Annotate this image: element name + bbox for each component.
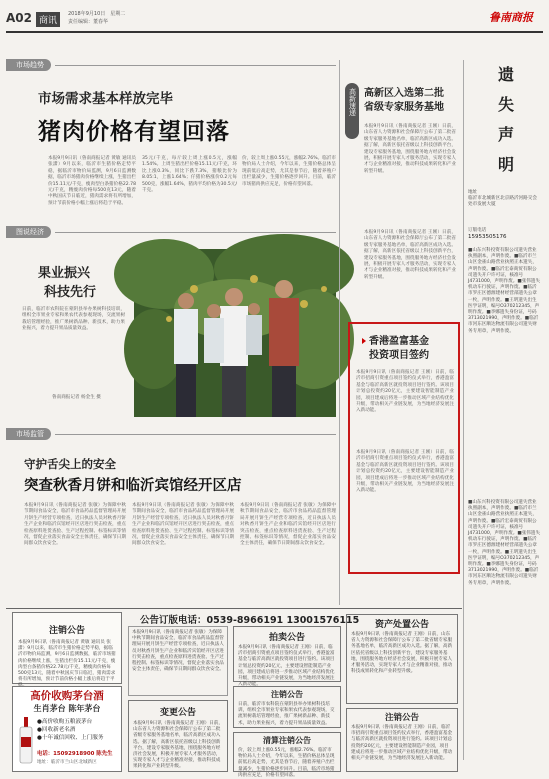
notice-box-d-body: 日前，临沂市农科院在蒙阴县举办果树科技培训，组织全市果业专家和果农代表参观现场，交流果树栽培管理经验，推广果树新品种、新技术，助力果业振兴，着力提升果品质量效益。 (238, 702, 335, 726)
column-divider-2 (463, 60, 464, 760)
gift-headline-1: 香港盈富基金 (362, 332, 429, 347)
notice-box-e-body: 价，较上周上涨0.55元，涨幅2.76%。临沂市物价局人士介绍，今年以来，生猪价格总体呈现前低后高走势，尤其是春节后，随着养殖户出栏量减少，生猪价格逐步回升。目前，临沂市场猪肉供应充足，价格有望回落。 (238, 748, 335, 778)
notice-box-c-body: 本报9月9日讯（鲁南商报记者 王刚）日前，山东省人力资源和社会保障厅公布了第二批省级专家服务基地名单，临沂高新区成功入选。据了解，高新区依托省级以上科技创新平台，建设专家服务基地，围绕服务地方经济社会发展，积极开展专家人才服务活动，实现专家人才与企业精准对接，推动科技成果转化和产业转型升级。 (133, 721, 223, 770)
notice-box-a-body: 本报9月9日讯（鲁南商报记者 黄敏 通讯员 张潇）9月以来，临沂市生猪价格走势平稳，据临沂市物价局监测，9月6日监测数据，临沂市场猪肉价格继续上涨，生猪出栏价15.11元/千克，瘦肉型白条猪价格22.78元/千克，精瘦肉价格每500克13元，随着中秋国庆节日临近，猪肉需求将有所增加，预计节前价格小幅上涨后将趋于平 (18, 640, 116, 683)
notice-box-e (233, 732, 341, 778)
pork-headline-2: 猪肉价格有望回落 (38, 118, 230, 145)
pork-body-col1: 本报9月9日讯（鲁南商报记者 黄敏 通讯员 张潇）9月以来，临沂市生猪价格走势平稳，据临沂市物价局监测，9月6日监测数据，临沂市场猪肉价格继续上涨，生猪出栏价15.11元/千克，瘦肉型白条猪价格22.78元/千克，精瘦肉价格每500克13元，随着中秋国庆节日临近，猪肉需求将有所增加，预计节前价格小幅上涨后将趋于平稳。 (48, 156, 136, 206)
festival-body-col3: 本报9月9日讯（鲁南商报记者 张敏）为保障中秋节期间食品安全，临沂市食品药品监督管理局开展月饼生产经营专项检查，近日执法人员对秋香月饼生产企业和临沂宾馆经开区店进行突击检查，重点检查原料进货查验、生产过程控制、标签标识等情况，督促企业落实食品安全主体责任，确保节日期间群众饮食安全。 (240, 503, 336, 547)
notice-box-b-body: 本报9月9日讯（鲁南商报记者 王刚）日前，临沂市招商引资重点项目签约仪式举行，香港盈富基金与临沂高新区就投资项目进行签约。该项目计划总投资约20亿元，主要建设智能制造产业园，项目建成后将进一步推动区域产业结构优化升级，带动相关产业链发展，为当地经济发展注入新动能。 (238, 645, 335, 688)
expert-headline-1: 高新区入选第二批 (364, 88, 444, 99)
asset-disposal-box (346, 614, 458, 704)
notice-box-e-title: 清算注销公告 (263, 735, 311, 745)
fruit-body: 日前，临沂市农科院在蒙阴县举办果树科技培训，组织全市果业专家和果农代表参观现场，交流果树栽培管理经验，推广果树新品种、新技术，助力果业振兴，着力提升果品质量效益。 (22, 307, 125, 332)
pork-body-col2: 35元/千克，每斤较上周上涨0.5元，涨幅1.54%。上周生猪出栏价格15.11元/千克，环比上涨0.3%，同比下跌7.3%，猪粮比价为8.05:1，上涨1.64%；仔猪价格涨价0.2元每500克，涨幅1.64%，猪肉平均价格为30.5元/千克。 (142, 156, 237, 194)
ad-strip-rule (6, 608, 462, 609)
festival-headline-2: 突查秋香月饼和临沂宾馆经开区店 (24, 477, 242, 494)
header-rule (6, 31, 543, 33)
expert-body: 本报9月9日讯（鲁南商报记者 王刚）日前，山东省人力资源和社会保障厅公布了第二批省级专家服务基地名单，临沂高新区成功入选。据了解，高新区依托省级以上科技创新平台，建设专家服务基地，围绕服务地方经济社会发展，积极开展专家人才服务活动，实现专家人才与企业精准对接，推动科技成果转化和产业转型升级。 (364, 124, 456, 174)
notice-box-f (346, 708, 458, 772)
ad-block-1: 本报9月9日讯（鲁南商报记者 张敏）为保障中秋节期间食品安全，临沂市食品药品监督管理局开展月饼生产经营专项检查，近日执法人员对秋香月饼生产企业和临沂宾馆经开区店进行突击检查，重点检查原料进货查验、生产过程控制、标签标识等情况，督促企业落实食品安全主体责任，确保节日期间群众饮食安全。 (128, 626, 228, 696)
maotai-ad (12, 686, 122, 772)
pork-headline-1: 市场需求基本样放完毕 (38, 91, 173, 107)
notice-title: 遗 失 声 明 (497, 65, 514, 174)
page-number: A02 (6, 11, 32, 25)
maotai-ad-subtitle: 生肖茅台 陈年茅台 (33, 703, 101, 713)
notice-box-f-title: 注销公告 (384, 713, 419, 723)
section-badge: 商讯 (36, 12, 60, 27)
notice-box-b (233, 626, 341, 688)
maotai-ad-phone: 电话：15092918900 陈先生 (37, 751, 113, 757)
column-divider-1 (339, 60, 340, 605)
section-bar-graphic: 图说经济 (6, 226, 336, 238)
notice-box-a (12, 612, 122, 684)
editor-line: 责任编辑：董春华 (68, 19, 109, 25)
notice-items-2: ■山东兴科投资有限公司遗失营业执照副本，声明作废。■临沂市兰山区金雀山路营业执照正本遗失，声明作废。■临沂宏泰商贸有限公司遗失开户许可证，核准号J4731000，声明作废。■张伟遗失机动车行驶证，声明作废。■临沂市罗庄区德源建材经营部遗失公章一枚，声明作废。■王明遗失出生医学证明，编号O370212345，声明作废。■李娜遗失身份证，号码3713021990，声明作废。■临沂市河东区顺达物流有限公司遗失财务专用章，声明作废。 (468, 500, 541, 586)
maotai-ad-items: ●高价收购五粮液茅台 ●回收新老名酒 ●十年诚信回收、上门服务 (37, 719, 104, 741)
asset-disposal-title: 资产处置公告 (374, 620, 429, 630)
section-bar-market: 市场趋势 (6, 59, 336, 71)
masthead (6, 8, 543, 30)
notice-box-c-title: 变更公告 (159, 708, 196, 718)
fruit-headline-1: 果业振兴 (38, 266, 91, 281)
asset-disposal-body: 本报9月9日讯（鲁南商报记者 王刚）日前，山东省人力资源和社会保障厅公布了第二批省级专家服务基地名单，临沂高新区成功入选。据了解，高新区依托省级以上科技创新平台，建设专家服务基地，围绕服务地方经济社会发展，积极开展专家人才服务活动，实现专家人才与企业精准对接，推动科技成果转化和产业转型升级。 (351, 632, 453, 675)
fruit-headline-2: 科技先行 (44, 285, 97, 300)
notice-box-a-title: 注销公告 (48, 626, 85, 636)
bottle-icon (19, 717, 33, 763)
pork-body-col3: 价，较上周上涨0.55元，涨幅2.76%。临沂市物价局人士介绍，今年以来，生猪价格总体呈现前低后高走势，尤其是春节后，随着养殖户出栏量减少，生猪价格逐步回升。目前，临沂市场猪肉供应充足，价格有望回落。 (242, 156, 336, 187)
date-line: 2018年9月10日 星期二 (68, 11, 126, 17)
gift-headline-2: 投资项目签约 (369, 350, 429, 361)
notice-box-b-title: 拍卖公告 (268, 633, 305, 643)
maotai-ad-title: 高价收购茅台酒 (30, 690, 104, 702)
ad-hotline: 公告订版电话：0539-8966191 13001576115 (140, 615, 360, 626)
expert-headline-2: 省级专家服务基地 (364, 102, 444, 113)
notice-address: 地址 临沂市北城新区北京路沂河路交会处市发展大厦 (468, 190, 537, 208)
orchard-photo (134, 249, 336, 417)
notice-box-f-body: 本报9月9日讯（鲁南商报记者 王刚）日前，临沂市招商引资重点项目签约仪式举行，香港盈富基金与临沂高新区就投资项目进行签约。该项目计划总投资约20亿元，主要建设智能制造产业园，项目建成后将进一步推动区域产业结构优化升级，带动相关产业链发展，为当地经济发展注入新动能。 (351, 725, 453, 762)
festival-body-col1: 本报9月9日讯（鲁南商报记者 张敏）为保障中秋节期间食品安全，临沂市食品药品监督管理局开展月饼生产经营专项检查，近日执法人员对秋香月饼生产企业和临沂宾馆经开区店进行突击检查，重点检查原料进货查验、生产过程控制、标签标识等情况，督促企业落实食品安全主体责任，确保节日期间群众饮食安全。 (24, 503, 126, 547)
festival-headline-1: 守护舌尖上的安全 (24, 457, 116, 471)
brand-name: 鲁南商报 (489, 11, 533, 24)
expert-body-extra: 本报9月9日讯（鲁南商报记者 王刚）日前，山东省人力资源和社会保障厅公布了第二批省级专家服务基地名单，临沂高新区成功入选。据了解，高新区依托省级以上科技创新平台，建设专家服务基地，围绕服务地方经济社会发展，积极开展专家人才服务活动，实现专家人才与企业精准对接，推动科技成果转化和产业转型升级。 (364, 230, 456, 280)
notice-box-d (233, 686, 341, 728)
notice-box-c (128, 700, 228, 772)
express-tag: 高新速递 (345, 83, 359, 139)
notice-phone: 订版电话 15953505176 (468, 228, 507, 241)
gift-body: 本报9月9日讯（鲁南商报记者 王刚）日前，临沂市招商引资重点项目签约仪式举行，香港盈富基金与临沂高新区就投资项目进行签约。该项目计划总投资约20亿元，主要建设智能制造产业园，项目建成后将进一步推动区域产业结构优化升级，带动相关产业链发展，为当地经济发展注入新动能。 (356, 370, 454, 414)
fruit-photo-credit: 鲁南商报记者 杨金生 摄 (52, 395, 101, 400)
maotai-ad-address: 地址：临沂市兰山区北城新区 (37, 760, 97, 765)
section-bar-supervise: 市场监管 (6, 428, 336, 440)
notice-box-d-title: 注销公告 (271, 689, 303, 699)
gift-body-extra: 本报9月9日讯（鲁南商报记者 王刚）日前，临沂市招商引资重点项目签约仪式举行，香港盈富基金与临沂高新区就投资项目进行签约。该项目计划总投资约20亿元，主要建设智能制造产业园，项目建成后将进一步推动区域产业结构优化升级，带动相关产业链发展，为当地经济发展注入新动能。 (356, 450, 454, 494)
festival-body-col2: 本报9月9日讯（鲁南商报记者 张敏）为保障中秋节期间食品安全，临沂市食品药品监督管理局开展月饼生产经营专项检查，近日执法人员对秋香月饼生产企业和临沂宾馆经开区店进行突击检查，重点检查原料进货查验、生产过程控制、标签标识等情况，督促企业落实食品安全主体责任，确保节日期间群众饮食安全。 (132, 503, 234, 547)
notice-items: ■山东兴科投资有限公司遗失营业执照副本，声明作废。■临沂市兰山区金雀山路营业执照正本遗失，声明作废。■临沂宏泰商贸有限公司遗失开户许可证，核准号J4731000，声明作废。■张伟遗失机动车行驶证，声明作废。■临沂市罗庄区德源建材经营部遗失公章一枚，声明作废。■王明遗失出生医学证明，编号O370212345，声明作废。■李娜遗失身份证，号码3713021990，声明作废。■临沂市河东区顺达物流有限公司遗失财务专用章，声明作废。 (468, 248, 541, 334)
